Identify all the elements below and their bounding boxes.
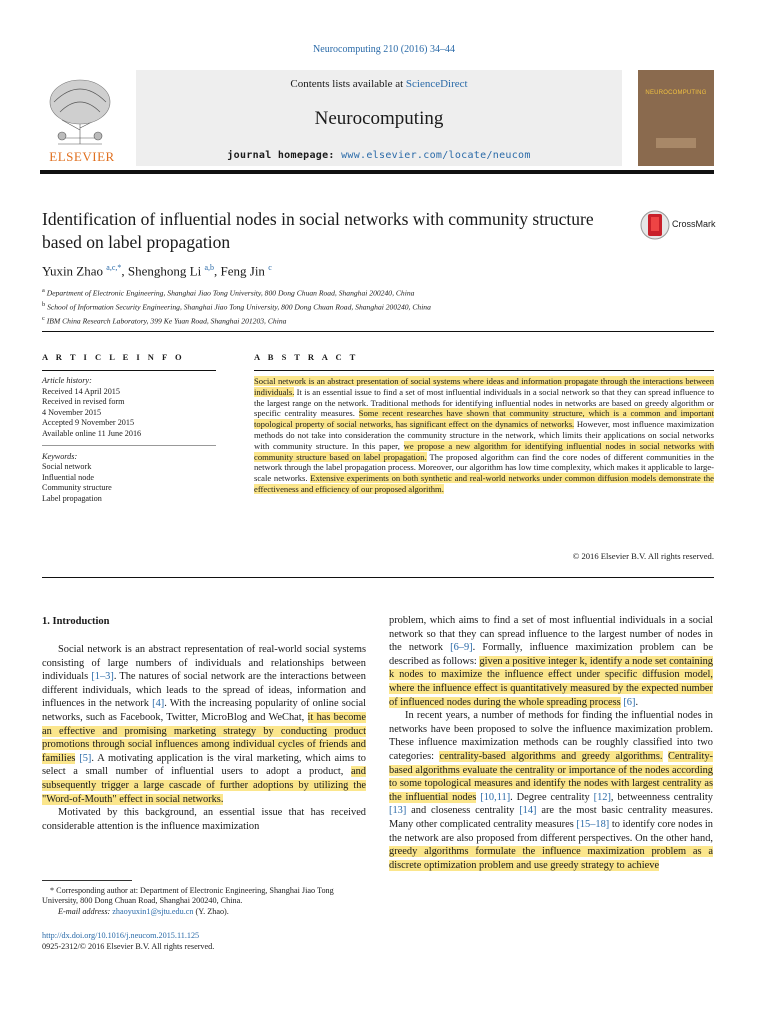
citation-link[interactable]: [14] (519, 805, 537, 817)
history-label: Article history: (42, 376, 92, 385)
highlight[interactable]: Centrality-based algorithms evaluate the centrality or importance of the nodes according to some topological measures and identify the nodes with largest centrality as the influential nodes (389, 750, 713, 803)
keyword-item: Label propagation (42, 493, 102, 503)
journal-homepage (136, 150, 622, 161)
author-affil-marker[interactable]: a,c,* (106, 263, 122, 272)
keyword-item: Influential node (42, 472, 95, 482)
highlight[interactable]: given a positive integer k, identify a node set containing k nodes to maximize the influence effect under specific diffusion model, where the influence effect is quantitatively measured by the expected number of influenced nodes during the whole spreading process (389, 655, 713, 708)
highlight[interactable]: greedy algorithms formulate the influence maximization problem as a discrete optimization problem and use greedy strategy to achieve (389, 846, 713, 871)
body-column-right (389, 614, 713, 872)
section-divider (42, 331, 714, 332)
footnote (42, 886, 366, 917)
journal-reference[interactable]: Neurocomputing 210 (2016) 34–44 (313, 44, 455, 55)
citation-link[interactable]: [1–3] (91, 671, 114, 683)
affiliation-item (42, 313, 431, 327)
section-heading: 1. Introduction (42, 616, 110, 627)
abstract-text (254, 376, 714, 495)
email-line (42, 907, 366, 917)
text-run: In recent years, a number of methods for finding the influential nodes in networks have been proposed to solve the influence maximization problem. These influence maximization methods can be roughly classified into two categories: (389, 710, 713, 762)
corresponding-author-note: * Corresponding author at: Department of Electronic Engineering, Shanghai Jiao Tong University, 800 Dong Chuan Road, Shanghai 200240, China. (42, 886, 334, 906)
citation-link[interactable]: [15–18] (576, 818, 610, 830)
highlight[interactable]: we propose a new algorithm for identifying influential nodes in social networks with community structure based on label propagation. (254, 440, 714, 462)
journal-cover-thumbnail[interactable] (638, 70, 714, 166)
cover-decoration (656, 138, 696, 148)
author-name[interactable]: Feng Jin (220, 263, 265, 279)
article-title: Identification of influential nodes in social networks with community structure based on label propagation (42, 209, 594, 252)
article-info-rule (42, 370, 216, 371)
header-divider (40, 170, 714, 174)
highlight[interactable]: Social network is an abstract presentation of social systems where ideas and information propagate through the interactions between individuals. (254, 376, 714, 397)
journal-name: Neurocomputing (314, 108, 444, 129)
doi-link[interactable]: http://dx.doi.org/10.1016/j.neucom.2015.11.125 (42, 931, 200, 940)
paragraph (389, 709, 713, 872)
keywords-label: Keywords: (42, 451, 78, 461)
history-item: Received 14 April 2015 (42, 386, 120, 396)
affiliation-text: School of Information Security Engineering, Shanghai Jiao Tong University, 800 Dong Chuan Road, Shanghai 200240, China (47, 302, 431, 312)
affiliation-marker: a (42, 287, 45, 294)
text-run: Social network is an abstract representation of real-world social systems consisting of large numbers of individuals and relationships between individuals (42, 644, 366, 683)
citation-link[interactable]: [12] (593, 791, 611, 803)
text-run: are the most basic centrality measures. Many other complicated centrality measures (389, 805, 714, 830)
cover-title: NEUROCOMPUTING (645, 90, 707, 96)
keyword-item: Social network (42, 462, 92, 472)
abstract-sentence: It is an essential issue to find a set of most influential individuals in a social network so that they can spread influence to the largest range on the network. Traditional methods for identifying influential nodes in networks are based on greedy algorithm or specific centrality measures. (254, 386, 714, 419)
paragraph: Motivated by this background, an essential issue that has received considerable attention is the influence maximization (42, 807, 366, 832)
text-run: . Formally, influence maximization problem can be described as follows: (389, 642, 713, 667)
affiliation-item (42, 299, 431, 313)
highlight[interactable]: Some recent researches have shown that community structure, which is a common and important topological property of social networks, has significant effect on the dynamics of networks. (254, 408, 714, 430)
abstract-bottom-rule (42, 577, 714, 578)
citation-link[interactable]: [4] (152, 698, 165, 710)
citation-link[interactable]: [5] (79, 752, 92, 764)
keywords-divider (42, 445, 216, 446)
text-run: . The natures of social network are the interactions between different individuals, which leads to the spread of ideas, information and influences in the network (42, 671, 366, 710)
footnote-rule (42, 880, 132, 881)
publisher-name: ELSEVIER (49, 149, 115, 164)
affiliation-text: IBM China Research Laboratory, 399 Ke Yuan Road, Shanghai 201203, China (46, 316, 287, 326)
abstract-copyright: © 2016 Elsevier B.V. All rights reserved. (572, 551, 714, 561)
affiliation-text: Department of Electronic Engineering, Shanghai Jiao Tong University, 800 Dong Chuan Road, Shanghai 200240, China (46, 288, 415, 298)
highlight[interactable]: centrality-based algorithms and greedy algorithms. (439, 750, 663, 762)
keyword-item: Community structure (42, 483, 112, 493)
history-item: Accepted 9 November 2015 (42, 418, 135, 428)
affiliations (42, 285, 431, 327)
text-run: problem, which aims to find a set of most influential individuals in a social network so that they can spread influence to the largest number of nodes in the network (389, 615, 713, 654)
elsevier-logo (40, 72, 124, 166)
text-run: . Degree centrality (510, 791, 594, 803)
citation-link[interactable]: [6] (623, 696, 636, 708)
text-run: . (635, 696, 639, 708)
highlight[interactable]: Extensive experiments on both synthetic and real-world networks under common diffusion models demonstrate the effectiveness and efficiency of our proposed algorithm. (254, 473, 714, 494)
author-affil-marker[interactable]: a,b (204, 263, 215, 272)
history-item: 4 November 2015 (42, 407, 102, 417)
author-affil-marker[interactable]: c (268, 263, 272, 272)
history-item: Available online 11 June 2016 (42, 428, 142, 438)
email-suffix: (Y. Zhao). (193, 906, 229, 916)
contents-prefix: Contents lists available at (290, 78, 406, 90)
issn-line: 0925-2312/© 2016 Elsevier B.V. All rights reserved. (42, 942, 215, 951)
abstract-rule (254, 370, 714, 371)
paragraph (42, 643, 366, 806)
text-run: . A motivating application is the viral marketing, which aims to select a small number of influential users to adopt a product, (42, 752, 366, 778)
masthead (136, 70, 622, 166)
text-run: , betweenness centrality (610, 791, 713, 803)
text-run: . With the increasing popularity of online social networks, such as Facebook, Twitter, MicroBlog and WeChat, (42, 698, 366, 723)
citation-link[interactable]: [13] (389, 805, 407, 817)
article-info-header: A R T I C L E I N F O (42, 352, 185, 362)
highlight[interactable]: and subsequently trigger a large cascade of further adoptions by utilizing the "Word-of-Mouth" effect in social networks. (42, 766, 366, 805)
history-item: Received in revised form (42, 397, 125, 407)
text-run: and closeness centrality (406, 805, 520, 817)
email-link[interactable]: zhaoyuxin1@sjtu.edu.cn (112, 906, 194, 916)
homepage-link[interactable]: www.elsevier.com/locate/neucom (341, 150, 531, 161)
text-run: to identify core nodes in the network are also proposed from different perspectives. On the other hand, (389, 818, 713, 844)
homepage-label: journal homepage: (227, 150, 342, 161)
abstract-sentence: However, most influence maximization methods do not take into consideration the community structure in the network, which limits their applications on social networks with community structure. In this paper, (254, 419, 714, 451)
contents-line (136, 78, 622, 90)
paragraph (389, 614, 713, 709)
crossmark-badge[interactable] (640, 208, 720, 244)
abstract-header: A B S T R A C T (254, 352, 359, 362)
author-list: Yuxin Zhao $^{a,c,*}$, Shenghong Li $^{a,b}$, Feng Jin $^c$ (42, 263, 272, 279)
abstract-sentence: The proposed algorithm can find the core nodes of different communities in the network through the label propagation process. Moreover, our algorithm has low time complexity, which makes it applicable to large-scale networks. (254, 451, 714, 484)
article-identifiers (42, 930, 214, 952)
author-name[interactable]: Yuxin Zhao (42, 263, 104, 279)
author-name[interactable]: Shenghong Li (127, 263, 202, 279)
article-info (42, 376, 216, 505)
affiliation-marker: c (42, 315, 45, 323)
body-column-left (42, 643, 366, 833)
citation-link[interactable]: [6–9] (450, 642, 473, 654)
citation-link[interactable]: [10,11] (480, 791, 511, 803)
affiliation-item (42, 285, 431, 299)
highlight[interactable]: it has become an effective and promising marketing strategy by conducting product promotions through social influences among individual cycles of friends and families (42, 711, 366, 764)
affiliation-marker: b (42, 301, 46, 309)
crossmark-label: CrossMark (672, 219, 716, 229)
email-label: E-mail address: (58, 906, 113, 916)
sciencedirect-link[interactable]: ScienceDirect (405, 78, 468, 90)
crossmark-icon (640, 208, 670, 242)
